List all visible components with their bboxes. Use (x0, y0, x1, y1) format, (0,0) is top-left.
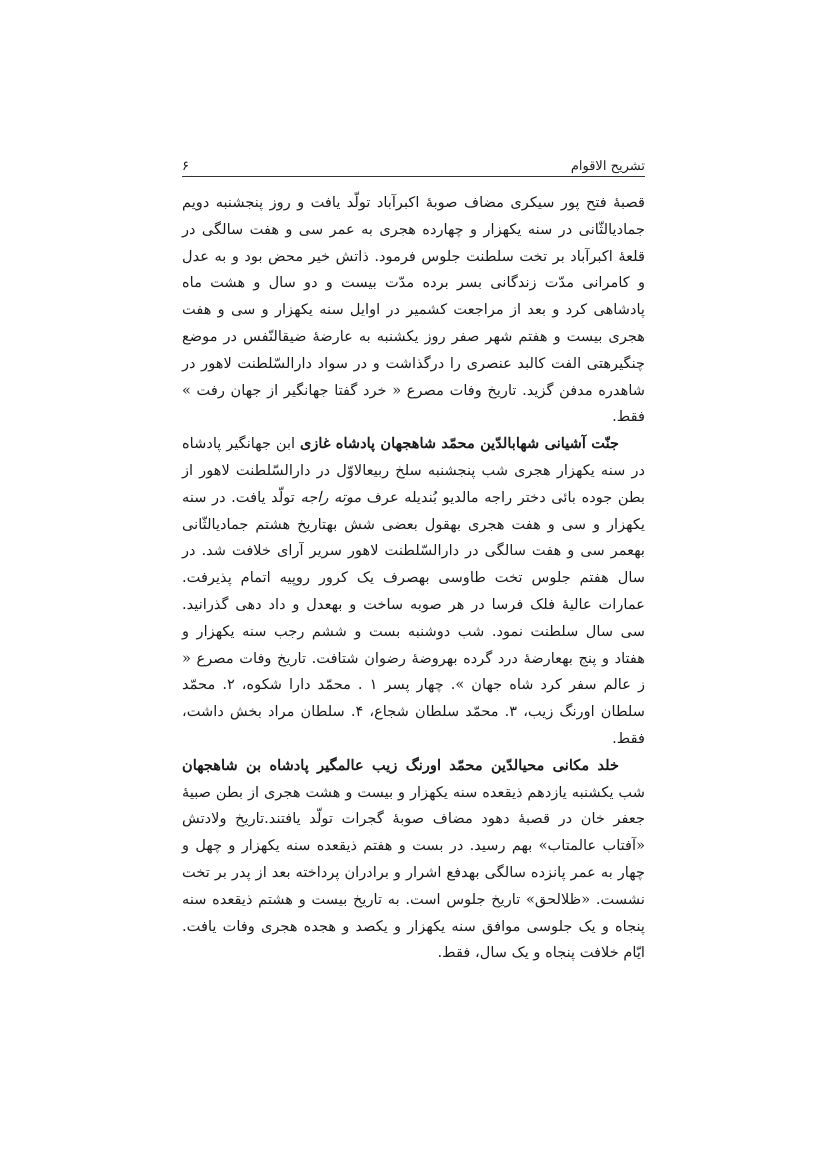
ruler-name-heading: خلد مکانی محیالدّین محمّد اورنگ زیب عالمگیر پادشاه بن شاهجهان (182, 756, 619, 774)
text-segment: شب یکشنبه یازدهم ذیقعده سنه یکهزار و بیست و هشت هجری از بطن صبیهٔ جعفر خان در قصبهٔ دهود مضاف صوبهٔ گجرات تولّد یافتند.تاریخ ولادتش «آفتاب عالمتاب» بهم رسید. در بست و هفتم ذیقعده سنه یکهزار و چهل و چهار به عمر پانزده سالگی بهدفع اشرار و برادران پرداخته بعد از پدر بر تخت نشست. «ظلالحق» تاریخ جلوس است. به تاریخ بیست و هشتم ذیقعده سنه پنجاه و یک جلوسی موافق سنه یکهزار و یکصد و هجده هجری وفات یافت. ایّام خلافت پنجاه و یک سال، فقط. (182, 783, 645, 962)
text-segment: ابن جهانگیر پادشاه در سنه یکهزار هجری شب پنجشنبه سلخ ربیعالاوّل در دارالسّلطنت لاهور از بطن جوده بائی دختر راجه مالدیو بُندیله عرف (182, 435, 645, 506)
text-segment: قصبهٔ فتح پور سیکری مضاف صوبهٔ اکبرآباد تولّد یافت و روز پنجشنبه دویم جمادیالثّانی در سنه یکهزار و چهارده هجری به عمر سی و هفت سالگی در قلعهٔ اکبرآباد بر تخت سلطنت جلوس فرمود. ذاتش خیر محض بود و به عدل و کامرانی مدّت زندگانی بسر برده مدّت بیست و دو سال و هشت ماه پادشاهی کرد و بعد از مراجعت کشمیر در اوایل سنه یکهزار و سی و هفت هجری بیست و هفتم شهر صفر روز یکشنبه به عارضهٔ ضیقالنّفس در موضع چنگیرهتی الفت کالبد عنصری را درگذاشت و در سواد دارالسّلطنت لاهور در شاهدره مدفن گزید. تاریخ وفات مصرع « خرد گفتا جهانگیر از جهان رفت » فقط. (182, 194, 645, 426)
ruler-name-heading: جنّت آشیانی شهابالدّین محمّد شاهجهان پادشاه غازی (299, 435, 619, 453)
italic-name: موته راجه (300, 488, 362, 506)
paragraph-jahangir (182, 190, 645, 431)
text-segment: تولّد یافت. در سنه یکهزار و سی و هفت هجری بهقول بعضی شش بهتاریخ هشتم جمادیالثّانی بهعمر سی و هفت سالگی در دارالسّلطنت لاهور سریر آرای خلافت شد. در سال هفتم جلوس تخت طاوسی بهصرف یک کرور روپیه اتمام پذیرفت. عمارات عالیهٔ فلک فرسا در هر صوبه ساخت و بهعدل و داد دهی گذرانید. سی سال سلطنت نمود. شب دوشنبه بست و ششم رجب سنه یکهزار و هفتاد و پنج بهعارضهٔ درد گرده بهروضهٔ رضوان شتافت. تاریخ وفات مصرع « ز عالم سفر کرد شاه جهان ». چهار پسر ۱ . محمّد دارا شکوه، ۲. محمّد سلطان اورنگ زیب، ۳. محمّد سلطان شجاع، ۴. سلطان مراد بخش داشت، فقط. (182, 488, 645, 747)
running-head (182, 150, 645, 174)
paragraph-shahjahan (182, 431, 645, 753)
page-number: ۶ (182, 159, 189, 174)
book-title: تشریح الاقوام (570, 159, 645, 174)
body-text (182, 190, 645, 967)
paragraph-aurangzeb (182, 753, 645, 967)
header-rule (182, 176, 645, 177)
